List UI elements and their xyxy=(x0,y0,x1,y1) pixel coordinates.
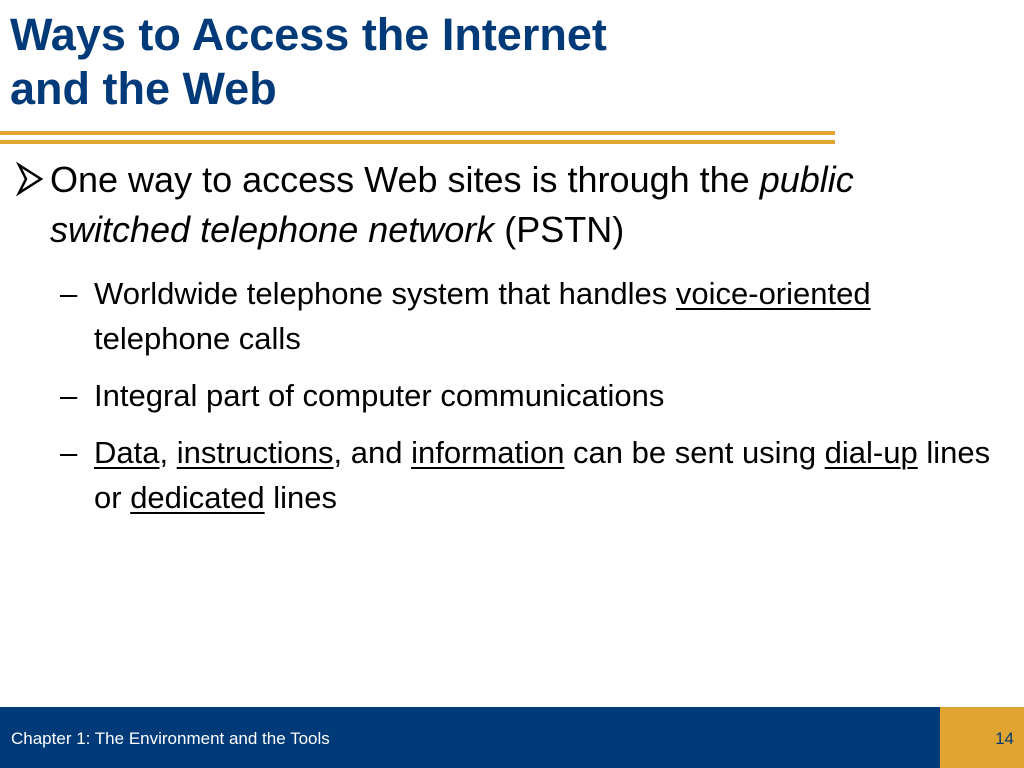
sub-bullet-1-underlined: voice-oriented xyxy=(675,276,871,311)
sub-bullet-3-text-1: , xyxy=(159,435,177,470)
slide-title xyxy=(10,8,607,116)
term-instructions: instructions xyxy=(176,435,334,470)
sub-bullet-3-text-3: can be sent using xyxy=(564,435,825,470)
sub-bullet-3-text-5: lines xyxy=(264,480,338,515)
sub-bullet-1-text: Worldwide telephone system that handles xyxy=(94,276,676,311)
sub-bullet-2 xyxy=(0,373,1000,418)
term-information: information xyxy=(411,435,565,470)
arrow-bullet-icon xyxy=(15,161,47,197)
sub-bullet-3 xyxy=(0,430,1000,520)
dash-bullet: – xyxy=(60,276,78,311)
main-bullet-italic: public switched telephone network xyxy=(50,159,854,250)
page-number: 14 xyxy=(995,729,1014,748)
sub-bullet-2-text: Integral part of computer communications xyxy=(94,378,665,413)
slide-body xyxy=(0,155,1000,520)
footer-chapter-title: Chapter 1: The Environment and the Tools xyxy=(11,729,330,748)
dash-bullet: – xyxy=(60,435,78,470)
page-number-box xyxy=(940,707,1024,768)
footer-bar xyxy=(0,707,940,768)
title-divider-top xyxy=(0,131,835,135)
slide-title-line-1: Ways to Access the Internet xyxy=(10,9,607,60)
sub-bullet-1-text-end: telephone calls xyxy=(94,321,301,356)
sub-bullet-3-text-2: , and xyxy=(333,435,412,470)
sub-bullet-1 xyxy=(0,271,1000,361)
main-bullet-text-end: (PSTN) xyxy=(494,209,625,250)
sub-bullet-3-text-4: lines or xyxy=(94,435,991,515)
term-dedicated: dedicated xyxy=(130,480,265,515)
title-divider-bottom xyxy=(0,140,835,144)
dash-bullet: – xyxy=(60,378,78,413)
term-dial-up: dial-up xyxy=(824,435,918,470)
main-bullet xyxy=(0,155,1000,255)
main-bullet-text: One way to access Web sites is through the xyxy=(50,159,760,200)
term-data: Data xyxy=(94,435,160,470)
slide-title-line-2: and the Web xyxy=(10,63,277,114)
